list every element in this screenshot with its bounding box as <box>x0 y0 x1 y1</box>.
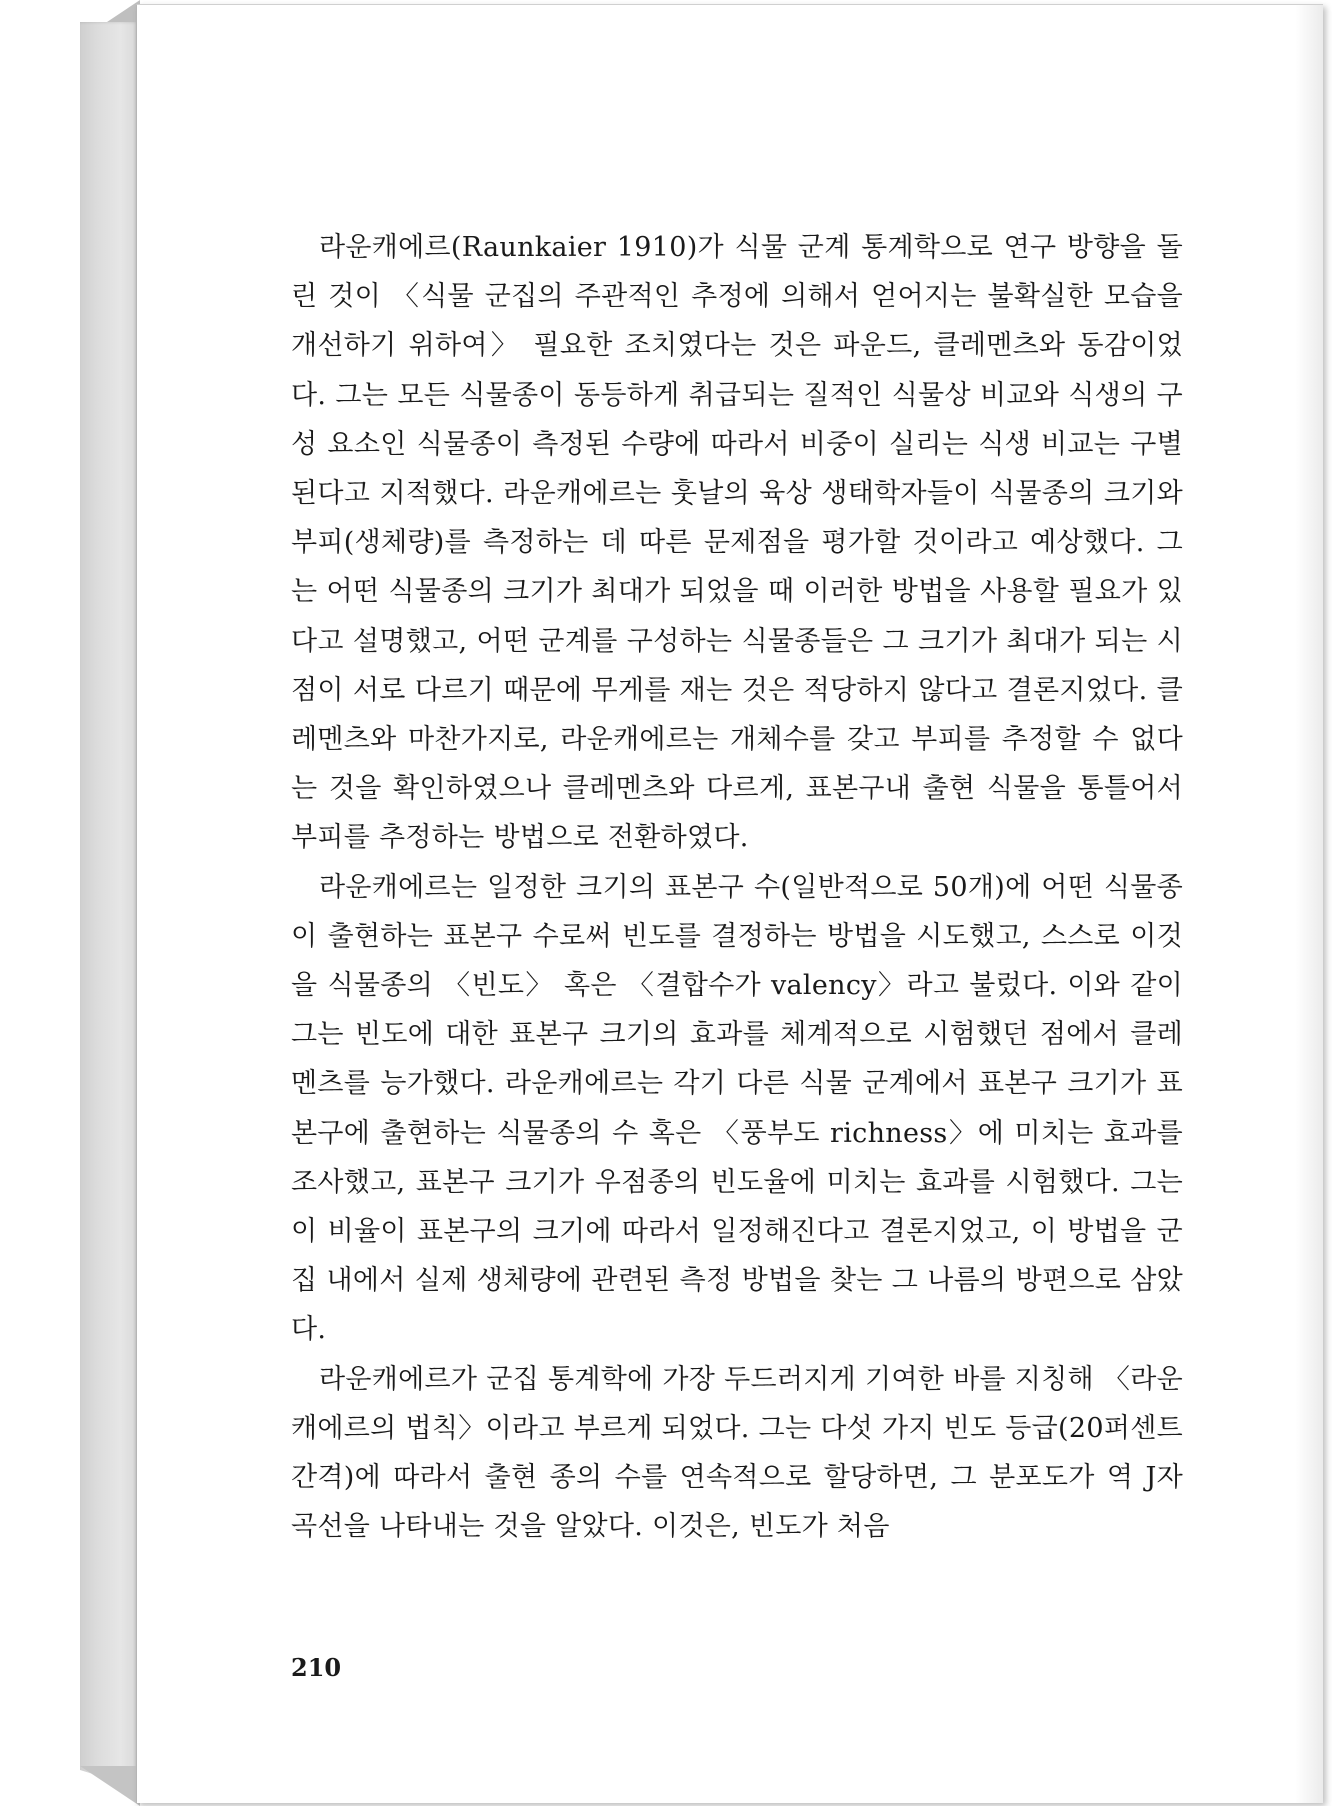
book-spine-bottom <box>80 1766 140 1806</box>
paragraph-3: 라운캐에르가 군집 통계학에 가장 두드러지게 기여한 바를 지칭해 〈라운캐에르의 법칙〉이라고 부르게 되었다. 그는 다섯 가지 빈도 등급(20퍼센트 간격)에 따라서 출현 종의 수를 연속적으로 할당하면, 그 분포도가 역 J자 곡선을 나타내는 것을 알았다. 이것은, 빈도가 처음 <box>291 1363 1183 1543</box>
body-text <box>291 223 1183 1551</box>
book-spine <box>80 22 138 1788</box>
page-number: 210 <box>291 1653 342 1682</box>
paragraph-2: 라운캐에르는 일정한 크기의 표본구 수(일반적으로 50개)에 어떤 식물종이 출현하는 표본구 수로써 빈도를 결정하는 방법을 시도했고, 스스로 이것을 식물종의 〈빈도〉 혹은 〈결합수가 valency〉라고 불렀다. 이와 같이 그는 빈도에 대한 표본구 크기의 효과를 체계적으로 시험했던 점에서 클레멘츠를 능가했다. 라운캐에르는 각기 다른 식물 군계에서 표본구 크기가 표본구에 출현하는 식물종의 수 혹은 〈풍부도 richness〉에 미치는 효과를 조사했고, 표본구 크기가 우점종의 빈도율에 미치는 효과를 시험했다. 그는 이 비율이 표본구의 크기에 따라서 일정해진다고 결론지었고, 이 방법을 군집 내에서 실제 생체량에 관련된 측정 방법을 찾는 그 나름의 방편으로 삼았다. <box>291 871 1183 1346</box>
book-page <box>136 4 1323 1803</box>
paragraph-1: 라운캐에르(Raunkaier 1910)가 식물 군계 통계학으로 연구 방향을 돌린 것이 〈식물 군집의 주관적인 추정에 의해서 얻어지는 불확실한 모습을 개선하기 위하여〉 필요한 조치였다는 것은 파운드, 클레멘츠와 동감이었다. 그는 모든 식물종이 동등하게 취급되는 질적인 식물상 비교와 식생의 구성 요소인 식물종이 측정된 수량에 따라서 비중이 실리는 식생 비교는 구별된다고 지적했다. 라운캐에르는 훗날의 육상 생태학자들이 식물종의 크기와 부피(생체량)를 측정하는 데 따른 문제점을 평가할 것이라고 예상했다. 그는 어떤 식물종의 크기가 최대가 되었을 때 이러한 방법을 사용할 필요가 있다고 설명했고, 어떤 군계를 구성하는 식물종들은 그 크기가 최대가 되는 시점이 서로 다르기 때문에 무게를 재는 것은 적당하지 않다고 결론지었다. 클레멘츠와 마찬가지로, 라운캐에르는 개체수를 갖고 부피를 추정할 수 없다는 것을 확인하였으나 클레멘츠와 다르게, 표본구내 출현 식물을 통틀어서 부피를 추정하는 방법으로 전환하였다. <box>291 232 1183 854</box>
